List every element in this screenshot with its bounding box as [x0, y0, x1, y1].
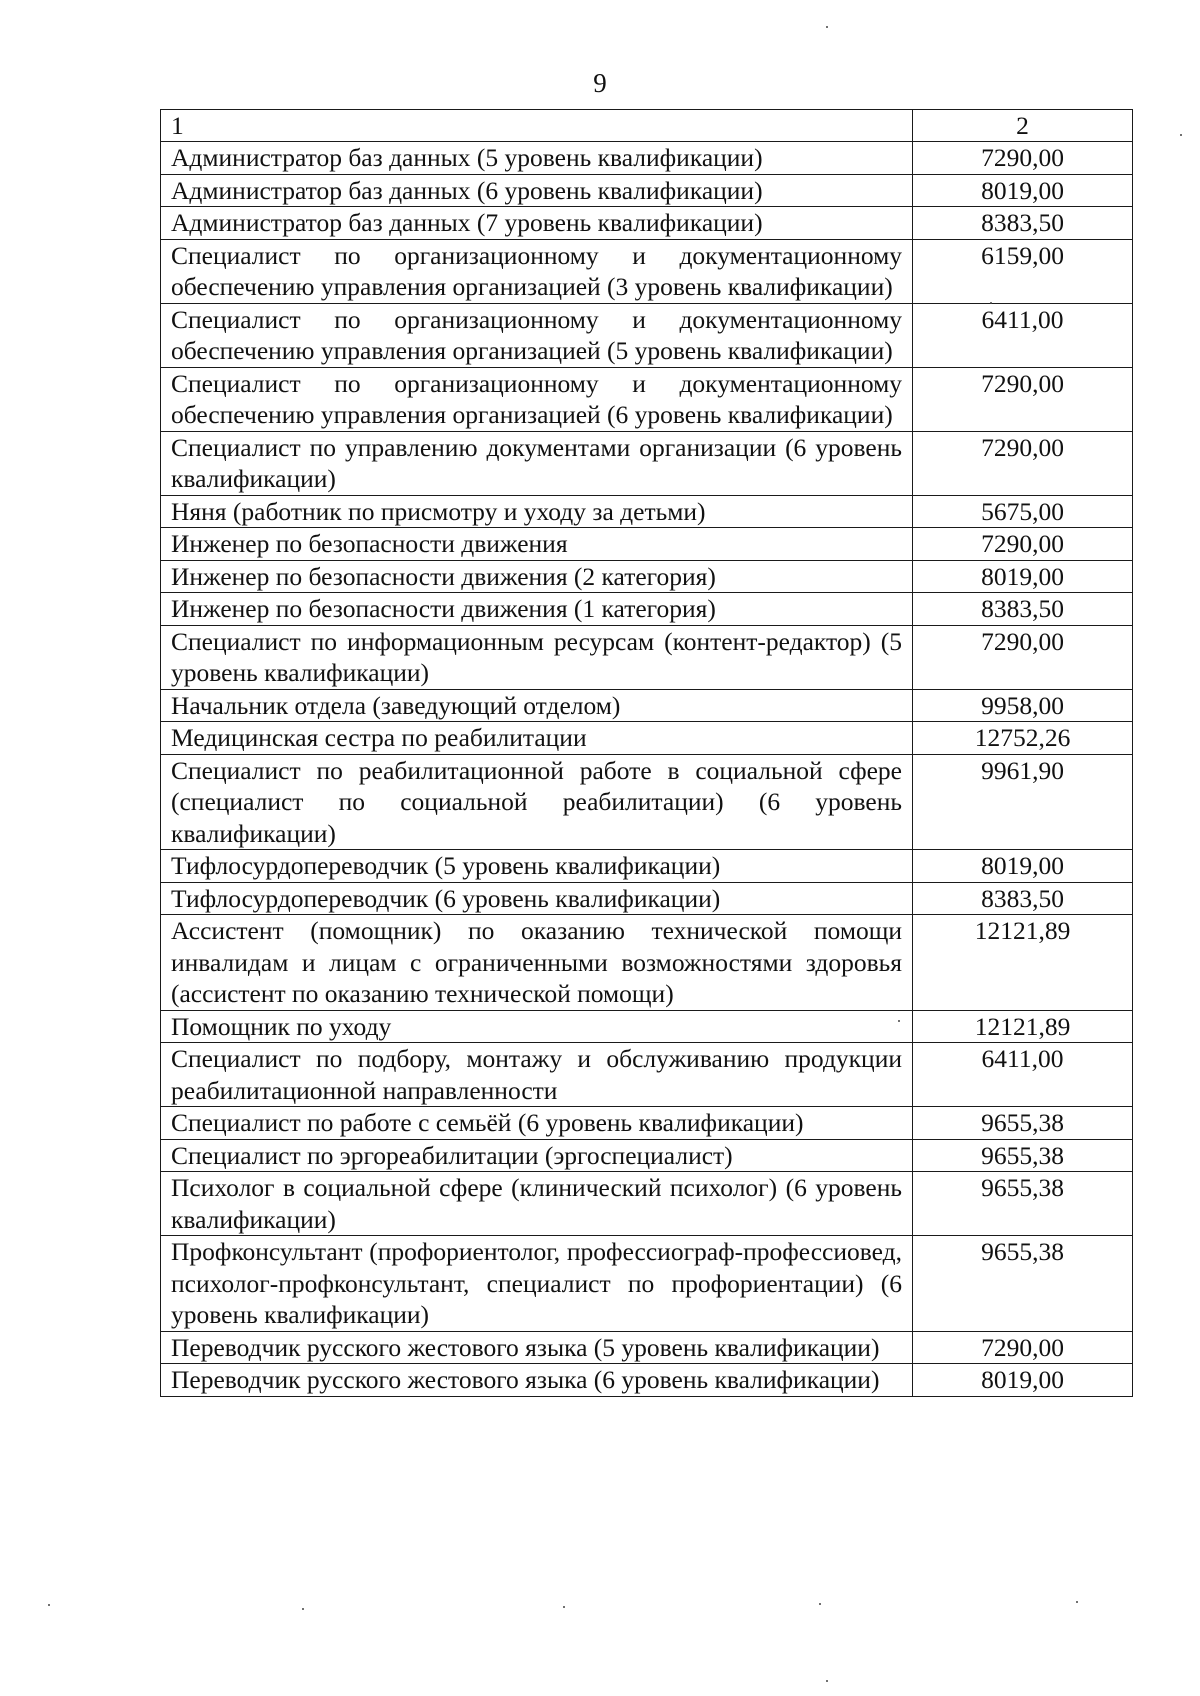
salary-value-cell: 8383,50	[913, 207, 1133, 240]
scan-speck	[302, 1608, 304, 1610]
salary-value-cell: 7290,00	[913, 367, 1133, 431]
table-row	[161, 689, 1133, 722]
scan-speck	[563, 1606, 565, 1608]
position-name-cell: Начальник отдела (заведующий отделом)	[161, 689, 913, 722]
table-row	[161, 1172, 1133, 1236]
position-name-cell: Специалист по управлению документами организации (6 уровень квалификации)	[161, 431, 913, 495]
table-row	[161, 915, 1133, 1011]
salary-value-cell: 8019,00	[913, 174, 1133, 207]
salary-value-cell: 6159,00	[913, 239, 1133, 303]
table-row	[161, 174, 1133, 207]
position-name-cell: Психолог в социальной сфере (клинический психолог) (6 уровень квалификации)	[161, 1172, 913, 1236]
table-row	[161, 560, 1133, 593]
position-name-cell: Специалист по организационному и документационному обеспечению управления организацией (5 уровень квалификации)	[161, 303, 913, 367]
salary-value-cell: 6411,00	[913, 303, 1133, 367]
table-row	[161, 239, 1133, 303]
position-name-cell: Переводчик русского жестового языка (5 уровень квалификации)	[161, 1331, 913, 1364]
column-header-2: 2	[913, 110, 1133, 142]
position-name-cell: Администратор баз данных (6 уровень квалификации)	[161, 174, 913, 207]
table-row	[161, 593, 1133, 626]
salary-value-cell: 8019,00	[913, 1364, 1133, 1397]
position-name-cell: Специалист по реабилитационной работе в социальной сфере (специалист по социальной реабилитации) (6 уровень квалификации)	[161, 754, 913, 850]
position-name-cell: Переводчик русского жестового языка (6 уровень квалификации)	[161, 1364, 913, 1397]
salary-value-cell: 8019,00	[913, 560, 1133, 593]
position-name-cell: Профконсультант (профориентолог, профессиограф-профессиовед, психолог-профконсультант, специалист по профориентации) (6 уровень квалификации)	[161, 1236, 913, 1332]
salary-value-cell: 9958,00	[913, 689, 1133, 722]
position-name-cell: Тифлосурдопереводчик (5 уровень квалификации)	[161, 850, 913, 883]
scan-speck	[990, 302, 992, 304]
position-name-cell: Администратор баз данных (7 уровень квалификации)	[161, 207, 913, 240]
salary-value-cell: 7290,00	[913, 625, 1133, 689]
position-name-cell: Специалист по подбору, монтажу и обслуживанию продукции реабилитационной направленности	[161, 1043, 913, 1107]
position-name-cell: Инженер по безопасности движения (2 категория)	[161, 560, 913, 593]
page-number: 9	[593, 68, 607, 98]
salary-value-cell: 12752,26	[913, 722, 1133, 755]
salary-value-cell: 9655,38	[913, 1236, 1133, 1332]
salary-value-cell: 9655,38	[913, 1107, 1133, 1140]
position-name-cell: Ассистент (помощник) по оказанию технической помощи инвалидам и лицам с ограниченными возможностями здоровья (ассистент по оказанию технической помощи)	[161, 915, 913, 1011]
table-row	[161, 882, 1133, 915]
scan-speck	[898, 1020, 900, 1022]
rates-table	[160, 109, 1133, 1397]
table-row	[161, 1331, 1133, 1364]
salary-value-cell: 8383,50	[913, 882, 1133, 915]
table-row	[161, 431, 1133, 495]
position-name-cell: Специалист по информационным ресурсам (контент-редактор) (5 уровень квалификации)	[161, 625, 913, 689]
table-row	[161, 142, 1133, 175]
position-name-cell: Специалист по эргореабилитации (эргоспециалист)	[161, 1139, 913, 1172]
salary-value-cell: 12121,89	[913, 915, 1133, 1011]
position-name-cell: Тифлосурдопереводчик (6 уровень квалификации)	[161, 882, 913, 915]
table-row	[161, 1043, 1133, 1107]
salary-value-cell: 7290,00	[913, 528, 1133, 561]
rates-table-container	[160, 109, 1132, 1397]
salary-value-cell: 12121,89	[913, 1010, 1133, 1043]
position-name-cell: Помощник по уходу	[161, 1010, 913, 1043]
table-row	[161, 495, 1133, 528]
table-row	[161, 722, 1133, 755]
scan-speck	[826, 1680, 828, 1682]
salary-value-cell: 9961,90	[913, 754, 1133, 850]
position-name-cell: Инженер по безопасности движения (1 категория)	[161, 593, 913, 626]
table-row	[161, 850, 1133, 883]
table-row	[161, 367, 1133, 431]
salary-value-cell: 9655,38	[913, 1139, 1133, 1172]
table-row	[161, 1010, 1133, 1043]
table-row	[161, 625, 1133, 689]
salary-value-cell: 8019,00	[913, 850, 1133, 883]
salary-value-cell: 7290,00	[913, 142, 1133, 175]
salary-value-cell: 9655,38	[913, 1172, 1133, 1236]
position-name-cell: Специалист по организационному и документационному обеспечению управления организацией (6 уровень квалификации)	[161, 367, 913, 431]
position-name-cell: Няня (работник по присмотру и уходу за детьми)	[161, 495, 913, 528]
position-name-cell: Медицинская сестра по реабилитации	[161, 722, 913, 755]
position-name-cell: Администратор баз данных (5 уровень квалификации)	[161, 142, 913, 175]
table-row	[161, 303, 1133, 367]
salary-value-cell: 7290,00	[913, 1331, 1133, 1364]
table-header-row	[161, 110, 1133, 142]
table-row	[161, 1364, 1133, 1397]
salary-value-cell: 5675,00	[913, 495, 1133, 528]
scan-speck	[1076, 1601, 1078, 1603]
scan-speck	[819, 1603, 821, 1605]
position-name-cell: Инженер по безопасности движения	[161, 528, 913, 561]
table-row	[161, 1139, 1133, 1172]
table-row	[161, 1236, 1133, 1332]
salary-value-cell: 7290,00	[913, 431, 1133, 495]
scan-speck	[1180, 134, 1182, 136]
salary-value-cell: 6411,00	[913, 1043, 1133, 1107]
table-row	[161, 207, 1133, 240]
table-row	[161, 754, 1133, 850]
salary-value-cell: 8383,50	[913, 593, 1133, 626]
position-name-cell: Специалист по организационному и документационному обеспечению управления организацией (3 уровень квалификации)	[161, 239, 913, 303]
position-name-cell: Специалист по работе с семьёй (6 уровень квалификации)	[161, 1107, 913, 1140]
table-row	[161, 528, 1133, 561]
scan-speck	[826, 26, 828, 28]
scan-speck	[48, 1604, 50, 1606]
column-header-1: 1	[161, 110, 913, 142]
table-row	[161, 1107, 1133, 1140]
